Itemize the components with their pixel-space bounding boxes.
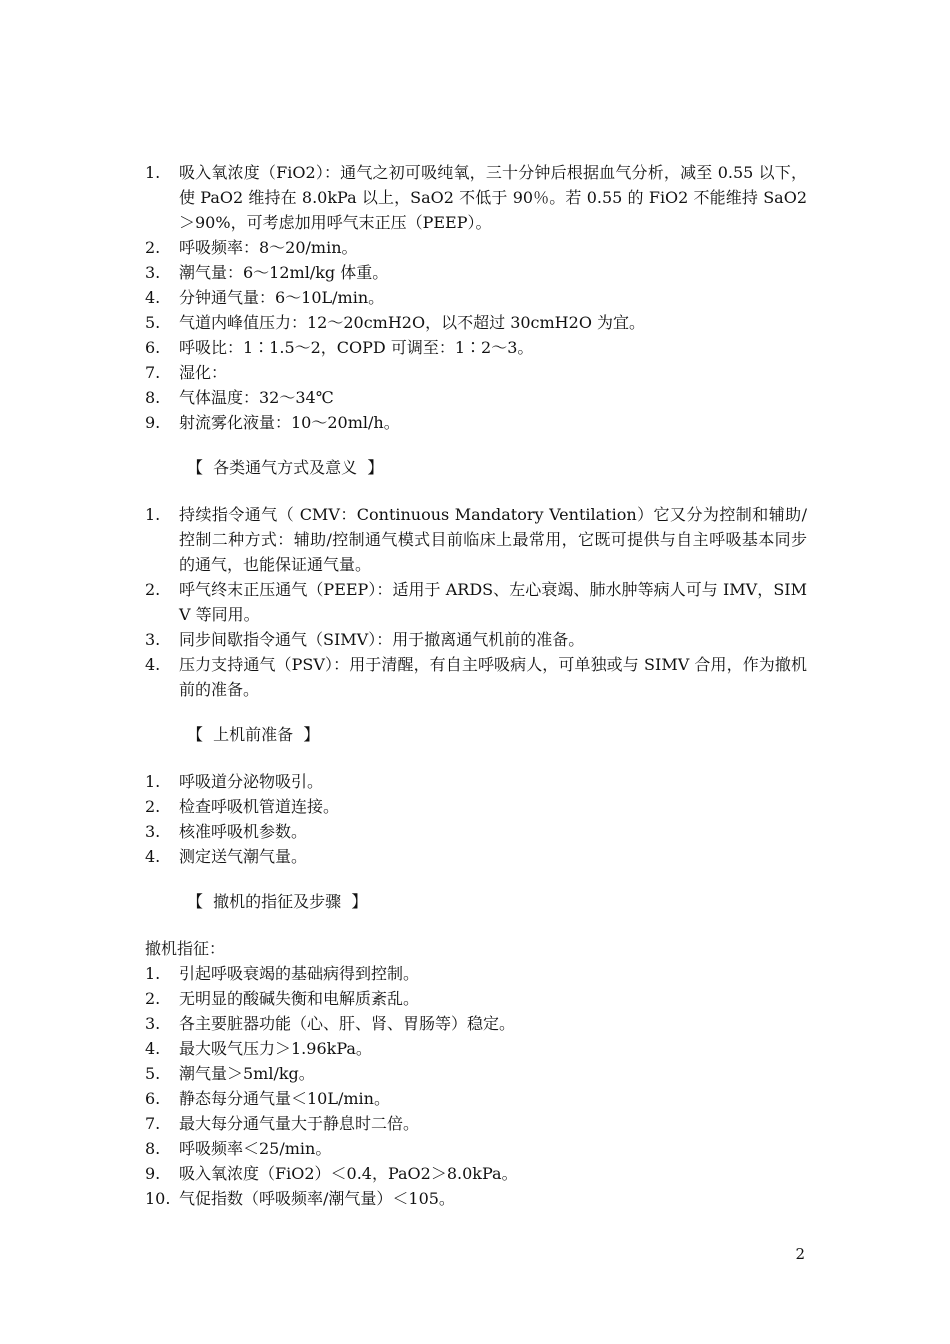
preparation-list xyxy=(145,769,807,869)
list-item xyxy=(145,961,807,986)
list-number: 3. xyxy=(145,1014,161,1033)
list-number: 8. xyxy=(145,1139,161,1158)
list-text: 检查呼吸机管道连接。 xyxy=(179,797,340,816)
document-content xyxy=(145,160,807,1211)
list-item xyxy=(145,627,807,652)
list-item xyxy=(145,502,807,577)
list-text: 湿化： xyxy=(179,363,228,382)
list-number: 9. xyxy=(145,413,161,432)
section-heading-preparation: 【 上机前准备 】 xyxy=(187,725,320,744)
list-number: 3. xyxy=(145,630,161,649)
list-number: 1. xyxy=(145,505,161,524)
list-number: 1. xyxy=(145,964,161,983)
list-item xyxy=(145,1186,807,1211)
list-text: 静态每分通气量＜10L/min。 xyxy=(179,1089,390,1108)
list-text: 各主要脏器功能（心、肝、肾、胃肠等）稳定。 xyxy=(179,1014,516,1033)
list-number: 5. xyxy=(145,1064,161,1083)
list-text: 射流雾化液量：10～20ml/h。 xyxy=(179,413,400,432)
list-item xyxy=(145,819,807,844)
list-number: 2. xyxy=(145,797,161,816)
list-number: 4. xyxy=(145,1039,161,1058)
list-text: 呼气终末正压通气（PEEP）：适用于 ARDS、左心衰竭、肺水肿等病人可与 IMV，SIMV 等同用。 xyxy=(179,580,807,624)
list-text: 测定送气潮气量。 xyxy=(179,847,308,866)
list-text: 吸入氧浓度（FiO2）：通气之初可吸纯氧，三十分钟后根据血气分析，减至 0.55 以下，使 PaO2 维持在 8.0kPa 以上，SaO2 不低于 90％。若 0.55 的 FiO2 不能维持 SaO2＞90%，可考虑加用呼气末正压（PEEP）。 xyxy=(179,163,807,232)
list-item xyxy=(145,577,807,627)
list-item xyxy=(145,385,807,410)
list-text: 持续指令通气（ CMV：Continuous Mandatory Ventilation）它又分为控制和辅助/控制二种方式：辅助/控制通气模式目前临床上最常用，它既可提供与自主呼吸基本同步的通气，也能保证通气量。 xyxy=(179,505,807,574)
section-heading-weaning: 【 撤机的指征及步骤 】 xyxy=(187,892,368,911)
list-item xyxy=(145,986,807,1011)
list-item xyxy=(145,794,807,819)
list-number: 1. xyxy=(145,163,161,182)
list-number: 5. xyxy=(145,313,161,332)
list-number: 2. xyxy=(145,238,161,257)
list-text: 引起呼吸衰竭的基础病得到控制。 xyxy=(179,964,420,983)
list-item xyxy=(145,652,807,702)
list-text: 同步间歇指令通气（SIMV）：用于撤离通气机前的准备。 xyxy=(179,630,585,649)
list-number: 4. xyxy=(145,847,161,866)
list-item xyxy=(145,1136,807,1161)
list-number: 7. xyxy=(145,363,161,382)
list-text: 呼吸频率：8～20/min。 xyxy=(179,238,358,257)
list-item xyxy=(145,1061,807,1086)
list-text: 呼吸频率＜25/min。 xyxy=(179,1139,332,1158)
list-item xyxy=(145,160,807,235)
list-item xyxy=(145,410,807,435)
list-item xyxy=(145,235,807,260)
section-heading-ventilation-modes: 【 各类通气方式及意义 】 xyxy=(187,458,384,477)
list-text: 气促指数（呼吸频率/潮气量）＜105。 xyxy=(179,1189,455,1208)
list-text: 无明显的酸碱失衡和电解质紊乱。 xyxy=(179,989,420,1008)
list-number: 2. xyxy=(145,989,161,1008)
list-number: 8. xyxy=(145,388,161,407)
list-text: 最大每分通气量大于静息时二倍。 xyxy=(179,1114,420,1133)
list-number: 4. xyxy=(145,288,161,307)
list-item xyxy=(145,260,807,285)
list-text: 潮气量＞5ml/kg。 xyxy=(179,1064,315,1083)
list-item xyxy=(145,1036,807,1061)
list-item xyxy=(145,1161,807,1186)
list-text: 气体温度：32～34℃ xyxy=(179,388,334,407)
list-item xyxy=(145,285,807,310)
page-number: 2 xyxy=(795,1245,805,1263)
list-text: 最大吸气压力＞1.96kPa。 xyxy=(179,1039,372,1058)
list-item xyxy=(145,1111,807,1136)
list-item xyxy=(145,1011,807,1036)
list-number: 6. xyxy=(145,338,161,357)
list-number: 3. xyxy=(145,263,161,282)
weaning-indications-list xyxy=(145,961,807,1211)
list-item xyxy=(145,1086,807,1111)
list-number: 7. xyxy=(145,1114,161,1133)
ventilation-modes-list xyxy=(145,502,807,702)
list-text: 潮气量：6～12ml/kg 体重。 xyxy=(179,263,389,282)
list-item xyxy=(145,769,807,794)
list-text: 气道内峰值压力：12～20cmH2O，以不超过 30cmH2O 为宜。 xyxy=(179,313,646,332)
list-item xyxy=(145,310,807,335)
list-text: 吸入氧浓度（FiO2）＜0.4，PaO2＞8.0kPa。 xyxy=(179,1164,518,1183)
list-number: 3. xyxy=(145,822,161,841)
list-number: 10. xyxy=(145,1189,171,1208)
list-number: 1. xyxy=(145,772,161,791)
list-text: 分钟通气量：6～10L/min。 xyxy=(179,288,385,307)
list-number: 9. xyxy=(145,1164,161,1183)
list-number: 4. xyxy=(145,655,161,674)
ventilator-parameters-list xyxy=(145,160,807,435)
list-item xyxy=(145,335,807,360)
list-item xyxy=(145,844,807,869)
list-text: 呼吸道分泌物吸引。 xyxy=(179,772,324,791)
list-number: 6. xyxy=(145,1089,161,1108)
list-text: 压力支持通气（PSV）：用于清醒，有自主呼吸病人，可单独或与 SIMV 合用，作为撤机前的准备。 xyxy=(179,655,807,699)
list-number: 2. xyxy=(145,580,161,599)
list-text: 呼吸比：1∶1.5～2，COPD 可调至：1∶2～3。 xyxy=(179,338,534,357)
list-item xyxy=(145,360,807,385)
list-text: 核准呼吸机参数。 xyxy=(179,822,308,841)
weaning-indications-intro: 撤机指征： xyxy=(145,939,226,958)
